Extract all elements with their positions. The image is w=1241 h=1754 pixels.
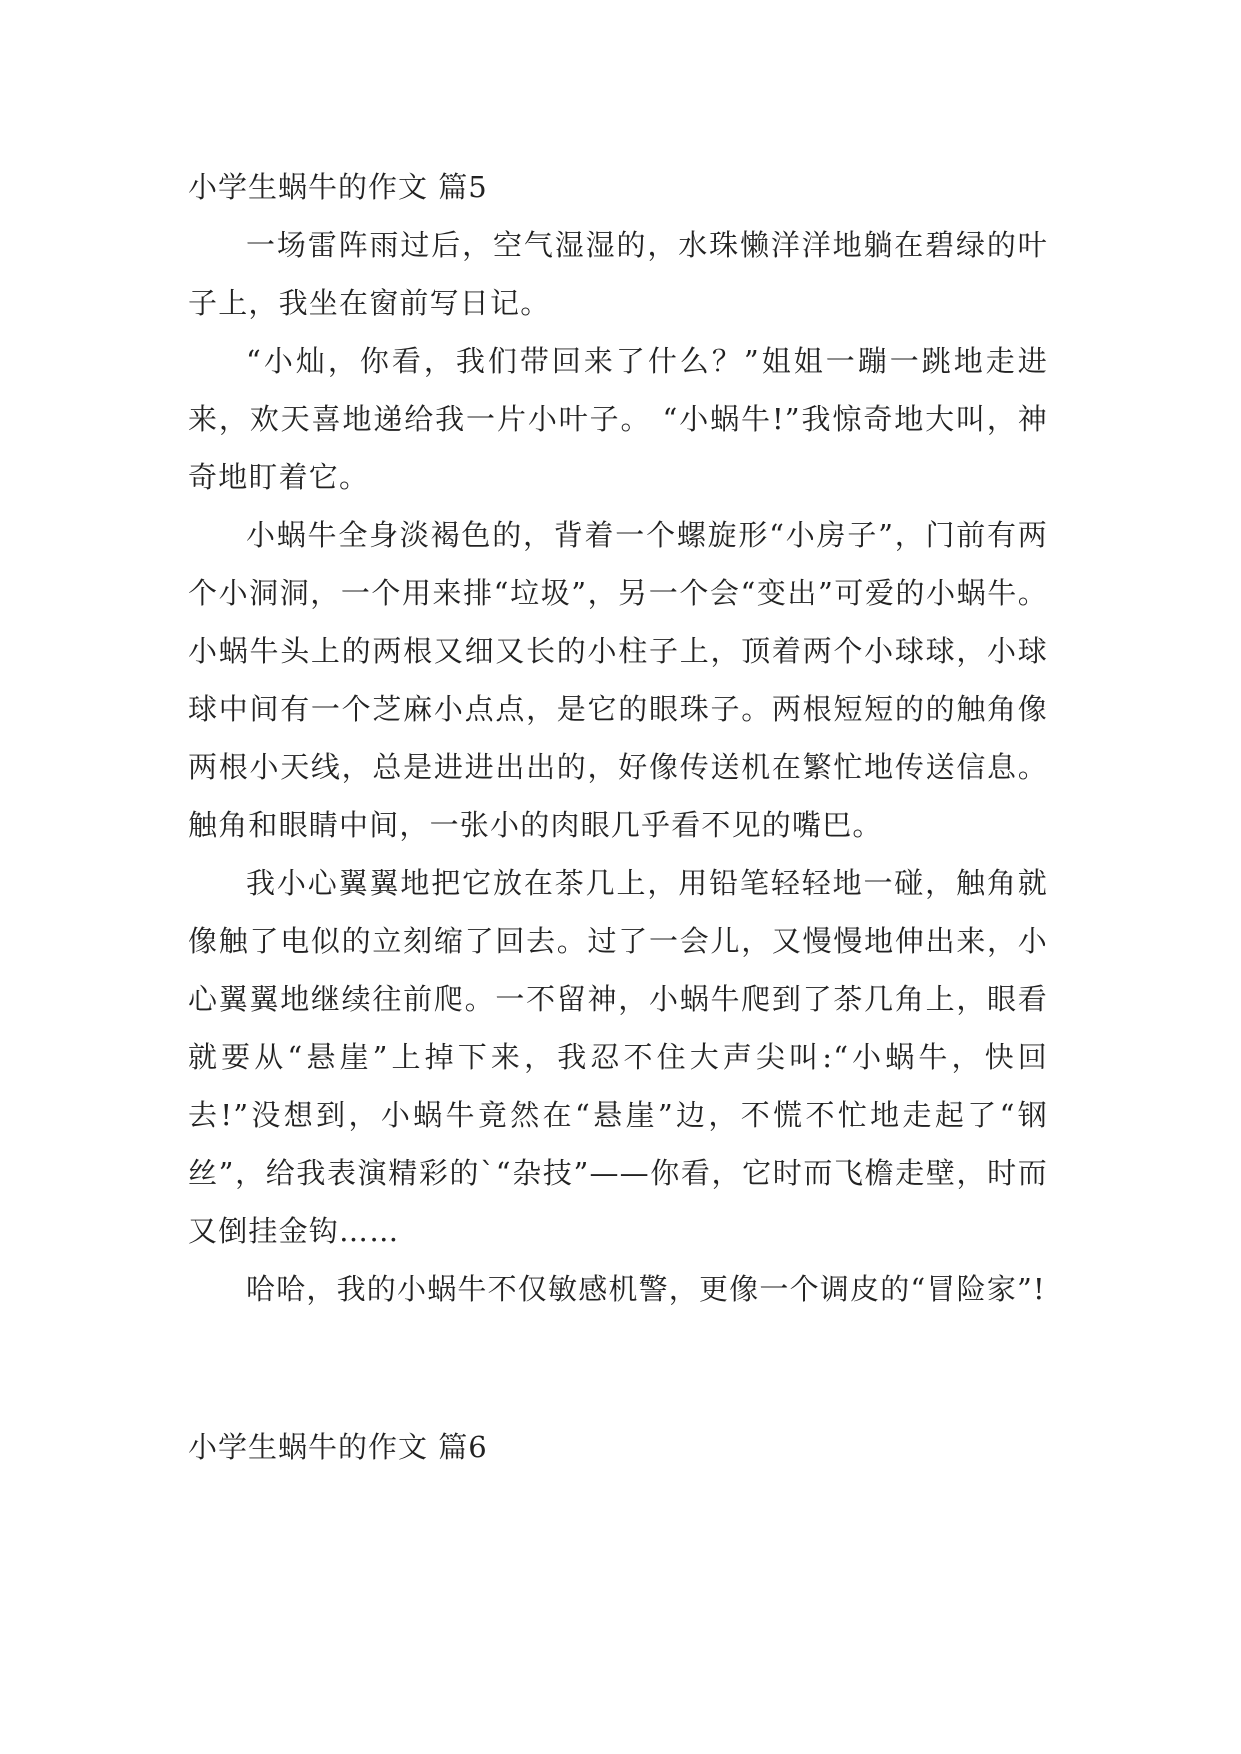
section-6-title: 小学生蜗牛的作文 篇6 <box>188 1430 488 1464</box>
section-spacer <box>188 1318 1048 1418</box>
section-5-paragraph-2: “小灿，你看，我们带回来了什么？”姐姐一蹦一跳地走进来，欢天喜地递给我一片小叶子。 “小蜗牛!”我惊奇地大叫，神奇地盯着它。 <box>188 344 1048 494</box>
section-5-paragraph-4: 我小心翼翼地把它放在茶几上，用铅笔轻轻地一碰，触角就像触了电似的立刻缩了回去。过了一会儿，又慢慢地伸出来，小心翼翼地继续往前爬。一不留神，小蜗牛爬到了茶几角上，眼看就要从“悬崖”上掉下来，我忍不住大声尖叫:“小蜗牛，快回去!”没想到，小蜗牛竟然在“悬崖”边，不慌不忙地走起了“钢丝”，给我表演精彩的`“杂技”——你看，它时而飞檐走壁，时而又倒挂金钩…… <box>188 866 1048 1248</box>
section-5-paragraph-3: 小蜗牛全身淡褐色的，背着一个螺旋形“小房子”，门前有两个小洞洞，一个用来排“垃圾”，另一个会“变出”可爱的小蜗牛。小蜗牛头上的两根又细又长的小柱子上，顶着两个小球球，小球球中间有一个芝麻小点点，是它的眼珠子。两根短短的的触角像两根小天线，总是进进出出的，好像传送机在繁忙地传送信息。触角和眼睛中间，一张小的肉眼几乎看不见的嘴巴。 <box>188 518 1048 842</box>
section-5-paragraph-5: 哈哈，我的小蜗牛不仅敏感机警，更像一个调皮的“冒险家”! <box>246 1272 1046 1306</box>
section-5-title: 小学生蜗牛的作文 篇5 <box>188 170 488 204</box>
section-5-paragraph-1: 一场雷阵雨过后，空气湿湿的，水珠懒洋洋地躺在碧绿的叶子上，我坐在窗前写日记。 <box>188 228 1048 320</box>
document-body <box>188 158 1048 1476</box>
